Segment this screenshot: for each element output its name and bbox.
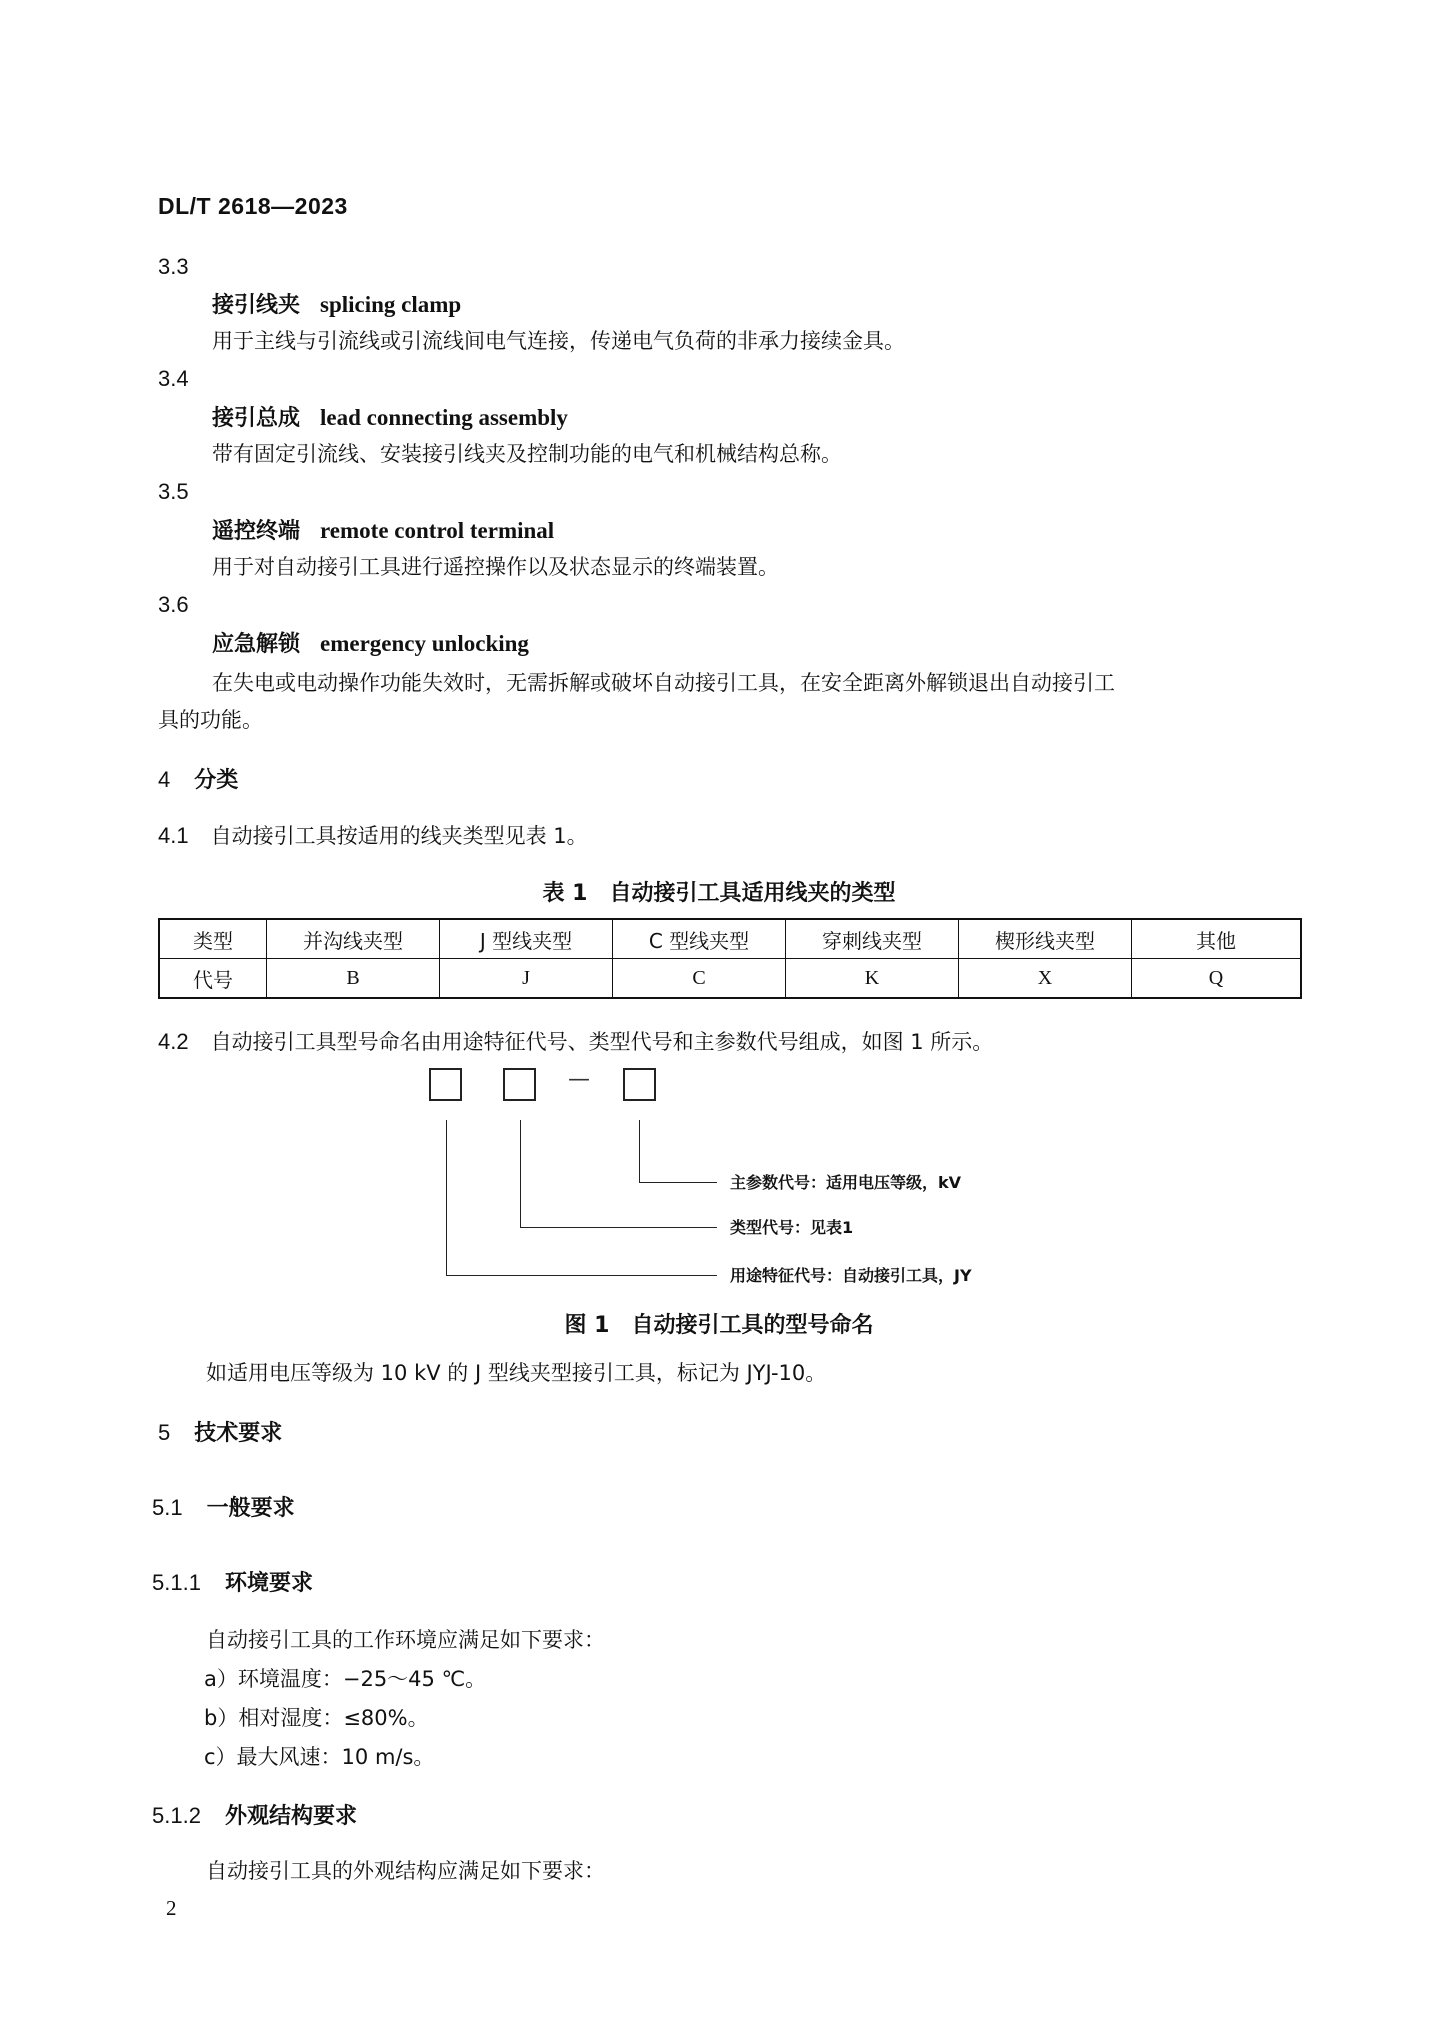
term-english: emergency unlocking <box>320 631 529 656</box>
clause-text: 自动接引工具按适用的线夹类型见表 1。 <box>210 824 588 848</box>
term-english: lead connecting assembly <box>320 405 568 430</box>
table-cell: 并沟线夹型 <box>267 919 440 959</box>
section-number: 5 <box>158 1420 171 1445</box>
dash-separator: — <box>568 1067 590 1092</box>
term-heading <box>212 288 461 319</box>
leader-line <box>446 1120 447 1275</box>
term-number: 3.3 <box>158 254 189 279</box>
section-title: 分类 <box>194 768 239 793</box>
section-heading <box>158 763 238 794</box>
table-cell: J 型线夹型 <box>440 919 613 959</box>
clamp-type-table <box>158 918 1302 999</box>
term-definition: 用于主线与引流线或引流线间电气连接，传递电气负荷的非承力接续金具。 <box>212 329 905 353</box>
section-number: 4 <box>158 767 171 792</box>
subsection-heading <box>152 1566 313 1597</box>
leader-line <box>639 1182 717 1183</box>
subsection-number: 5.1 <box>152 1495 183 1520</box>
table-cell: 其他 <box>1132 919 1302 959</box>
term-number: 3.5 <box>158 479 189 504</box>
section-heading <box>158 1416 282 1447</box>
type-code-box <box>503 1068 536 1101</box>
table-cell: 楔形线夹型 <box>959 919 1132 959</box>
table-cell: K <box>786 959 959 999</box>
table-cell: 代号 <box>159 959 267 999</box>
subsection-number: 5.1.2 <box>152 1803 201 1828</box>
paragraph <box>158 1026 993 1056</box>
use-code-box <box>429 1068 462 1101</box>
term-english: splicing clamp <box>320 292 462 317</box>
figure-label-type-code: 类型代号：见表1 <box>730 1218 854 1237</box>
figure-caption: 图 1 自动接引工具的型号命名 <box>564 1313 874 1338</box>
clause-number: 4.1 <box>158 823 189 848</box>
table-cell: C <box>613 959 786 999</box>
term-number: 3.4 <box>158 366 189 391</box>
term-chinese: 接引线夹 <box>212 293 301 318</box>
term-chinese: 接引总成 <box>212 406 301 431</box>
table-cell: B <box>267 959 440 999</box>
example-paragraph: 如适用电压等级为 10 kV 的 J 型线夹型接引工具，标记为 JYJ-10。 <box>206 1361 827 1385</box>
requirement-intro: 自动接引工具的工作环境应满足如下要求： <box>206 1628 605 1652</box>
table-cell: 穿刺线夹型 <box>786 919 959 959</box>
table-cell: Q <box>1132 959 1302 999</box>
term-chinese: 遥控终端 <box>212 519 301 544</box>
term-english: remote control terminal <box>320 518 555 543</box>
leader-line <box>639 1120 640 1182</box>
term-definition: 用于对自动接引工具进行遥控操作以及状态显示的终端装置。 <box>212 555 779 579</box>
subsection-title: 环境要求 <box>224 1571 313 1596</box>
leader-line <box>520 1227 717 1228</box>
table-row <box>159 959 1301 999</box>
subsection-heading <box>152 1491 295 1522</box>
standard-number: DL/T 2618—2023 <box>158 193 348 219</box>
term-definition: 带有固定引流线、安装接引线夹及控制功能的电气和机械结构总称。 <box>212 442 842 466</box>
table-cell: J <box>440 959 613 999</box>
term-chinese: 应急解锁 <box>212 632 301 657</box>
leader-line <box>446 1275 717 1276</box>
figure-label-use-code: 用途特征代号：自动接引工具，JY <box>730 1266 972 1285</box>
table-cell: X <box>959 959 1132 999</box>
table-cell: 类型 <box>159 919 267 959</box>
table-cell: C 型线夹型 <box>613 919 786 959</box>
subsection-title: 外观结构要求 <box>224 1804 357 1829</box>
subsection-title: 一般要求 <box>206 1496 295 1521</box>
page-number: 2 <box>166 1896 177 1920</box>
main-parameter-box <box>623 1068 656 1101</box>
table-row <box>159 919 1301 959</box>
subsection-heading <box>152 1799 357 1830</box>
section-title: 技术要求 <box>194 1421 283 1446</box>
paragraph <box>158 820 588 850</box>
requirement-intro: 自动接引工具的外观结构应满足如下要求： <box>206 1859 605 1883</box>
term-definition: 在失电或电动操作功能失效时，无需拆解或破坏自动接引工具，在安全距离外解锁退出自动接引工 <box>212 671 1115 695</box>
leader-line <box>520 1120 521 1227</box>
subsection-number: 5.1.1 <box>152 1570 201 1595</box>
term-heading <box>212 514 554 545</box>
list-item: c）最大风速：10 m/s。 <box>204 1745 435 1769</box>
term-number: 3.6 <box>158 592 189 617</box>
term-heading <box>212 627 529 658</box>
figure-label-main-parameter: 主参数代号：适用电压等级，kV <box>730 1173 962 1192</box>
term-definition-continued: 具的功能。 <box>158 708 263 732</box>
clause-number: 4.2 <box>158 1029 189 1054</box>
list-item: b）相对湿度：≤80%。 <box>204 1706 429 1730</box>
term-heading <box>212 401 568 432</box>
clause-text: 自动接引工具型号命名由用途特征代号、类型代号和主参数代号组成，如图 1 所示。 <box>210 1030 994 1054</box>
list-item: a）环境温度：−25～45 ℃。 <box>204 1667 487 1691</box>
table-caption: 表 1 自动接引工具适用线夹的类型 <box>542 881 896 906</box>
